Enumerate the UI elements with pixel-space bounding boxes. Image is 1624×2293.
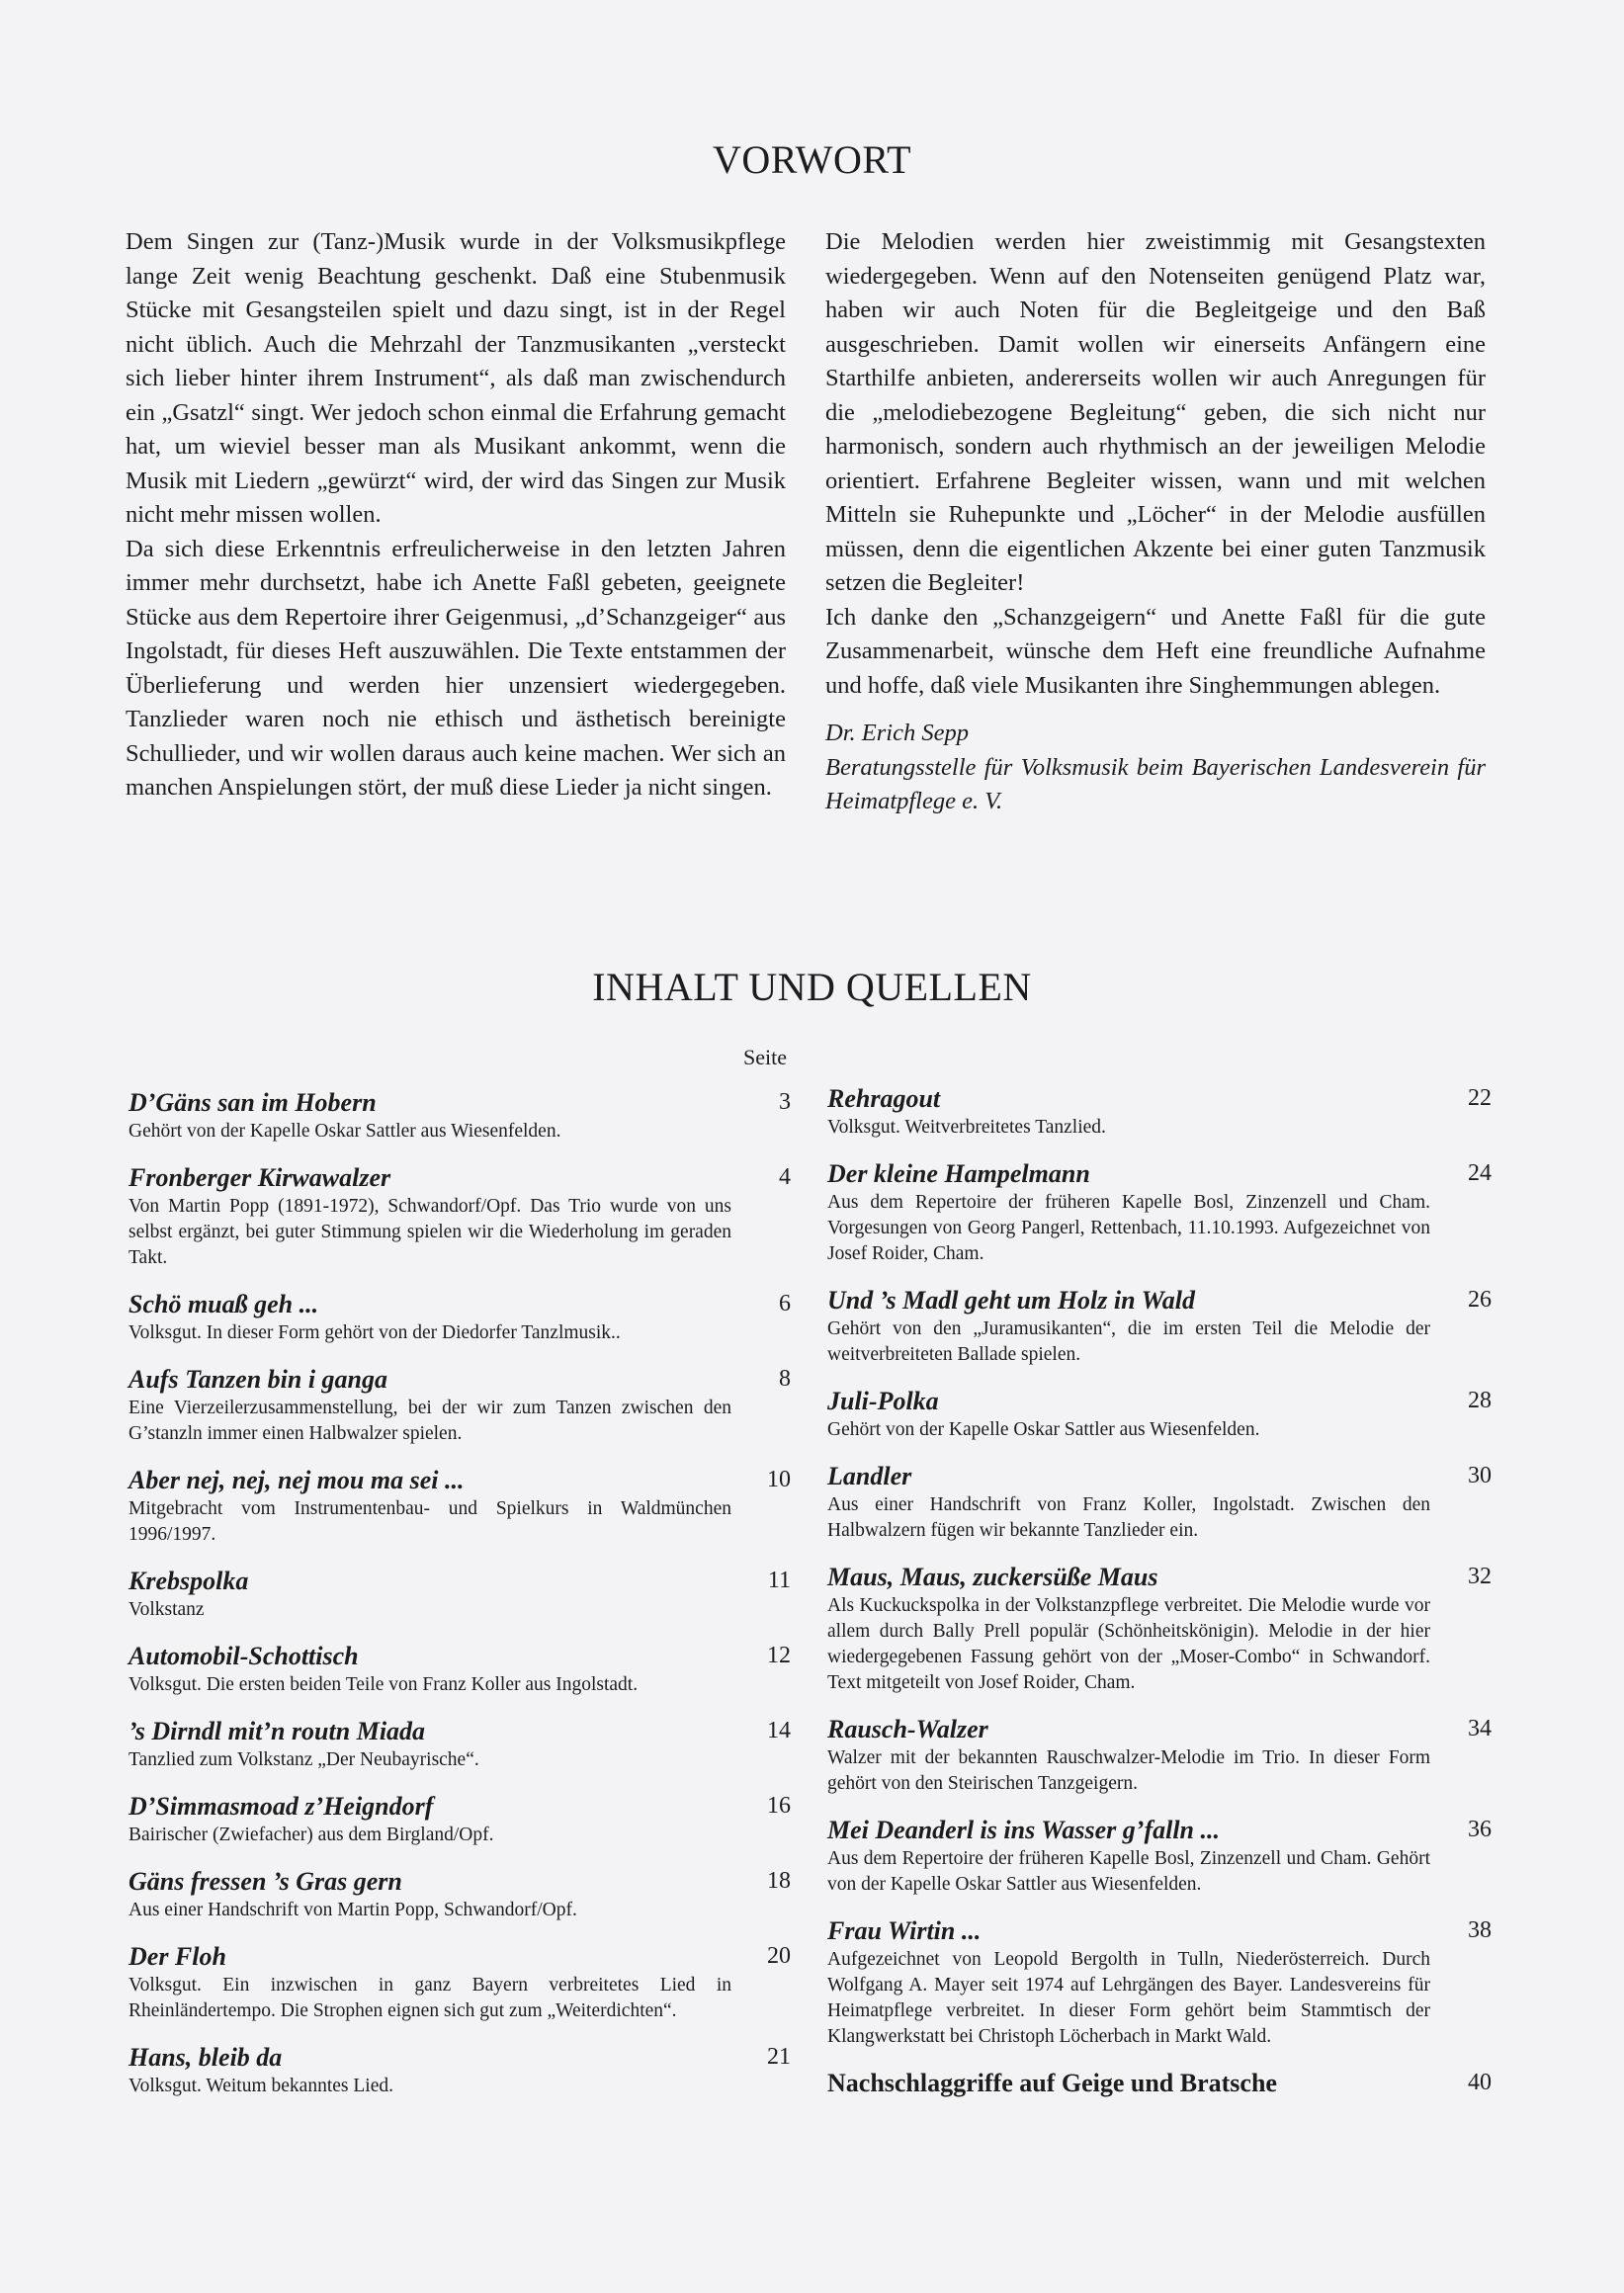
toc-entry-page: 4 — [779, 1164, 791, 1190]
toc-entry — [128, 1465, 791, 1548]
toc-entry-title: Und ’s Madl geht um Holz in Wald — [827, 1286, 1196, 1315]
vorwort-right-column — [825, 225, 1486, 819]
toc-entry-title: Automobil-Schottisch — [128, 1642, 359, 1670]
toc-entry-page: 21 — [767, 2044, 791, 2070]
toc-entry-title: Der Floh — [128, 1942, 226, 1971]
toc-entry-title: Nachschlaggriffe auf Geige und Bratsche — [827, 2069, 1277, 2097]
toc-entry-page: 10 — [767, 1467, 791, 1492]
toc-entry-page: 8 — [779, 1366, 791, 1392]
toc-entry-page: 16 — [767, 1793, 791, 1819]
toc-entry-final — [827, 2068, 1490, 2099]
toc-entry-description: Bairischer (Zwiefacher) aus dem Birgland/Opf. — [128, 1825, 494, 1845]
toc-entry-title: Juli-Polka — [827, 1387, 939, 1415]
toc-entry-description: Volksgut. Weitum bekanntes Lied. — [128, 2076, 393, 2096]
vorwort-paragraph: Die Melodien werden hier zweistimmig mit Gesangstexten wiedergegeben. Wenn auf den Notenseiten genügend Platz war, haben wir auch Noten für die Begleitgeige und den Baß ausgeschrieben. Damit wollen wir einerseits Anfängern eine Starthilfe anbieten, andererseits wollen wir auch Anregungen für die „melodiebezogene Begleitung“ geben, die sich nicht nur harmonisch, sondern auch rhythmisch an der jeweiligen Melodie orientiert. Erfahrene Begleiter wissen, wann und mit welchen Mitteln sie Ruhepunkte und „Löcher“ in der Melodie ausfüllen müssen, denn die eigentlichen Akzente bei einer guten Tanzmusik setzen die Begleiter! — [825, 228, 1486, 596]
toc-entry — [827, 1158, 1490, 1267]
toc-left-column — [128, 1087, 791, 2117]
signature-name: Dr. Erich Sepp — [825, 720, 969, 746]
toc-entry-description: Gehört von der Kapelle Oskar Sattler aus Wiesenfelden. — [128, 1121, 561, 1142]
toc-entry-page: 22 — [1468, 1085, 1492, 1111]
toc-entry-description: Gehört von der Kapelle Oskar Sattler aus Wiesenfelden. — [827, 1419, 1260, 1440]
toc-entry-title: Landler — [827, 1462, 912, 1490]
toc-entry — [128, 1866, 791, 1923]
toc-entry-title: ’s Dirndl mit’n routn Miada — [128, 1717, 426, 1745]
vorwort-paragraph: Ich danke den „Schanzgeigern“ und Anette Faßl für die gute Zusammenarbeit, wünsche dem Heft eine freundliche Aufnahme und hoffe, daß viele Musikanten ihre Singhemmungen ablegen. — [825, 603, 1486, 699]
toc-entry — [128, 1364, 791, 1447]
toc-entry — [827, 1562, 1490, 1696]
toc-entry — [128, 1566, 791, 1623]
toc-entry-description: Als Kuckuckspolka in der Volkstanzpflege verbreitet. Die Melodie wurde vor allem durch Bally Prell populär (Schönheitskönigin). Melodie in der hier wiedergegebenen Fassung gehört von der „Moser-Combo“ in Schwandorf. Text mitgeteilt von Josef Roider, Cham. — [827, 1595, 1430, 1693]
vorwort-paragraph: Da sich diese Erkenntnis erfreulicherweise in den letzten Jahren immer mehr durchsetzt, habe ich Anette Faßl gebeten, geeignete Stücke aus dem Repertoire ihrer Geigenmusi, „d’Schanzgeiger“ aus Ingolstadt, für dieses Heft auszuwählen. Die Texte entstammen der Überlieferung und werden hier unzensiert wiedergegeben. Tanzlieder waren noch nie ethisch und ästhetisch bereinigte Schullieder, und wir wollen daraus auch keine machen. Wer sich an manchen Anspielungen stört, der muß diese Lieder ja nicht singen. — [126, 535, 786, 801]
toc-entry — [128, 1716, 791, 1773]
toc-entry — [128, 2042, 791, 2099]
toc-entry-page: 12 — [767, 1643, 791, 1668]
toc-entry-title: Rausch-Walzer — [827, 1715, 988, 1743]
toc-entry-page: 38 — [1468, 1917, 1492, 1943]
toc-entry — [827, 1915, 1490, 2050]
toc-entry — [128, 1289, 791, 1346]
toc-entry-page: 18 — [767, 1868, 791, 1894]
toc-entry-title: Aber nej, nej, nej mou ma sei ... — [128, 1466, 465, 1494]
toc-entry — [128, 1791, 791, 1848]
vorwort-title: VORWORT — [712, 137, 912, 182]
toc-entry-title: Hans, bleib da — [128, 2043, 283, 2072]
toc-entry-title: D’Gäns san im Hobern — [128, 1088, 377, 1117]
toc-entry — [827, 1285, 1490, 1368]
toc-entry-page: 32 — [1468, 1564, 1492, 1589]
toc-entry-description: Eine Vierzeilerzusammenstellung, bei der wir zum Tanzen zwischen den G’stanzln immer einen Halbwalzer spielen. — [128, 1398, 731, 1444]
toc-entry — [128, 1162, 791, 1271]
toc-entry-description: Walzer mit der bekannten Rauschwalzer-Melodie im Trio. In dieser Form gehört von den Steirischen Tanzgeigern. — [827, 1747, 1430, 1794]
toc-entry-page: 14 — [767, 1718, 791, 1743]
toc-entry-page: 6 — [779, 1291, 791, 1316]
inhalt-title: INHALT UND QUELLEN — [592, 965, 1032, 1009]
toc-entry-title: Maus, Maus, zuckersüße Maus — [827, 1563, 1158, 1591]
toc-entry-description: Aus dem Repertoire der früheren Kapelle Bosl, Zinzenzell und Cham. Gehört von der Kapelle Oskar Sattler aus Wiesenfelden. — [827, 1848, 1430, 1895]
toc-entry — [827, 1083, 1490, 1141]
toc-entry — [128, 1087, 791, 1145]
toc-entry-title: Rehragout — [827, 1084, 941, 1113]
toc-entry-title: Der kleine Hampelmann — [827, 1159, 1090, 1188]
toc-entry-page: 36 — [1468, 1817, 1492, 1842]
toc-entry-title: Aufs Tanzen bin i ganga — [128, 1365, 388, 1394]
toc-entry-title: Frau Wirtin ... — [827, 1916, 982, 1945]
toc-entry-description: Aus dem Repertoire der früheren Kapelle Bosl, Zinzenzell und Cham. Vorgesungen von Georg Pangerl, Rettenbach, 11.10.1993. Aufgezeichnet von Josef Roider, Cham. — [827, 1192, 1430, 1264]
toc-entry-page: 24 — [1468, 1160, 1492, 1186]
toc-entry-description: Volkstanz — [128, 1599, 205, 1620]
toc-entry-description: Volksgut. Die ersten beiden Teile von Franz Koller aus Ingolstadt. — [128, 1674, 639, 1695]
toc-entry-page: 20 — [767, 1943, 791, 1969]
toc-right-column — [827, 1083, 1490, 2117]
toc-entry-description: Aufgezeichnet von Leopold Bergolth in Tulln, Niederösterreich. Durch Wolfgang A. Mayer seit 1974 auf Lehrgängen des Bayer. Landesvereins für Heimatpflege verbreitet. In dieser Form gehört beim Stammtisch der Klangwerkstatt bei Christoph Löcherbach in Markt Wald. — [827, 1949, 1430, 2047]
toc-entry-page: 3 — [779, 1089, 791, 1115]
toc-entry-page: 34 — [1468, 1716, 1492, 1741]
toc-entry-description: Volksgut. In dieser Form gehört von der Diedorfer Tanzlmusik.. — [128, 1322, 621, 1343]
toc-entry-description: Volksgut. Ein inzwischen in ganz Bayern verbreitetes Lied in Rheinländertempo. Die Strophen eignen sich gut zum „Weiterdichten“. — [128, 1975, 731, 2021]
toc-entry-title: D’Simmasmoad z’Heigndorf — [128, 1792, 434, 1821]
toc-entry-title: Gäns fressen ’s Gras gern — [128, 1867, 402, 1896]
toc-entry-page: 11 — [767, 1568, 791, 1593]
vorwort-left-column — [126, 225, 786, 806]
vorwort-paragraph: Dem Singen zur (Tanz-)Musik wurde in der Volksmusikpflege lange Zeit wenig Beachtung geschenkt. Daß eine Stubenmusik Stücke mit Gesangsteilen spielt und dazu singt, ist in der Regel nicht üblich. Auch die Mehrzahl der Tanzmusikanten „versteckt sich lieber hinter ihrem Instrument“, als daß man zwischendurch ein „Gsatzl“ singt. Wer jedoch schon einmal die Erfahrung gemacht hat, um wieviel besser man als Musikant ankommt, wenn die Musik mit Liedern „gewürzt“ wird, der wird das Singen zur Musik nicht mehr missen wollen. — [126, 228, 786, 528]
toc-entry — [827, 1386, 1490, 1443]
page-column-header: Seite — [743, 1045, 787, 1069]
toc-entry-page: 40 — [1468, 2070, 1492, 2095]
toc-entry-description: Mitgebracht vom Instrumentenbau- und Spielkurs in Waldmünchen 1996/1997. — [128, 1498, 731, 1545]
toc-entry — [827, 1815, 1490, 1898]
toc-entry-description: Tanzlied zum Volkstanz „Der Neubayrische“. — [128, 1749, 479, 1770]
toc-entry-description: Volksgut. Weitverbreitetes Tanzlied. — [827, 1117, 1106, 1138]
toc-entry-description: Gehört von den „Juramusikanten“, die im ersten Teil die Melodie der weitverbreiteten Ballade spielen. — [827, 1318, 1430, 1365]
toc-entry-title: Schö muaß geh ... — [128, 1290, 319, 1318]
toc-entry-description: Aus einer Handschrift von Martin Popp, Schwandorf/Opf. — [128, 1900, 577, 1920]
toc-entry-page: 26 — [1468, 1287, 1492, 1313]
toc-entry-description: Von Martin Popp (1891-1972), Schwandorf/Opf. Das Trio wurde von uns selbst ergänzt, bei guter Stimmung spielen wir die Wiederholung im geraden Takt. — [128, 1196, 731, 1268]
toc-entry-page: 30 — [1468, 1463, 1492, 1488]
signature-organization: Beratungsstelle für Volksmusik beim Bayerischen Landesverein für Heimatpflege e. V. — [825, 753, 1486, 814]
toc-entry-title: Krebspolka — [128, 1567, 249, 1595]
toc-entry-title: Fronberger Kirwawalzer — [128, 1163, 391, 1192]
toc-entry — [827, 1714, 1490, 1797]
toc-entry — [128, 1941, 791, 2024]
toc-entry-page: 28 — [1468, 1388, 1492, 1413]
toc-entry-description: Aus einer Handschrift von Franz Koller, Ingolstadt. Zwischen den Halbwalzern fügen wir bekannte Tanzlieder ein. — [827, 1494, 1430, 1541]
toc-entry-title: Mei Deanderl is ins Wasser g’falln ... — [827, 1816, 1221, 1844]
toc-entry — [827, 1461, 1490, 1544]
toc-entry — [128, 1641, 791, 1698]
